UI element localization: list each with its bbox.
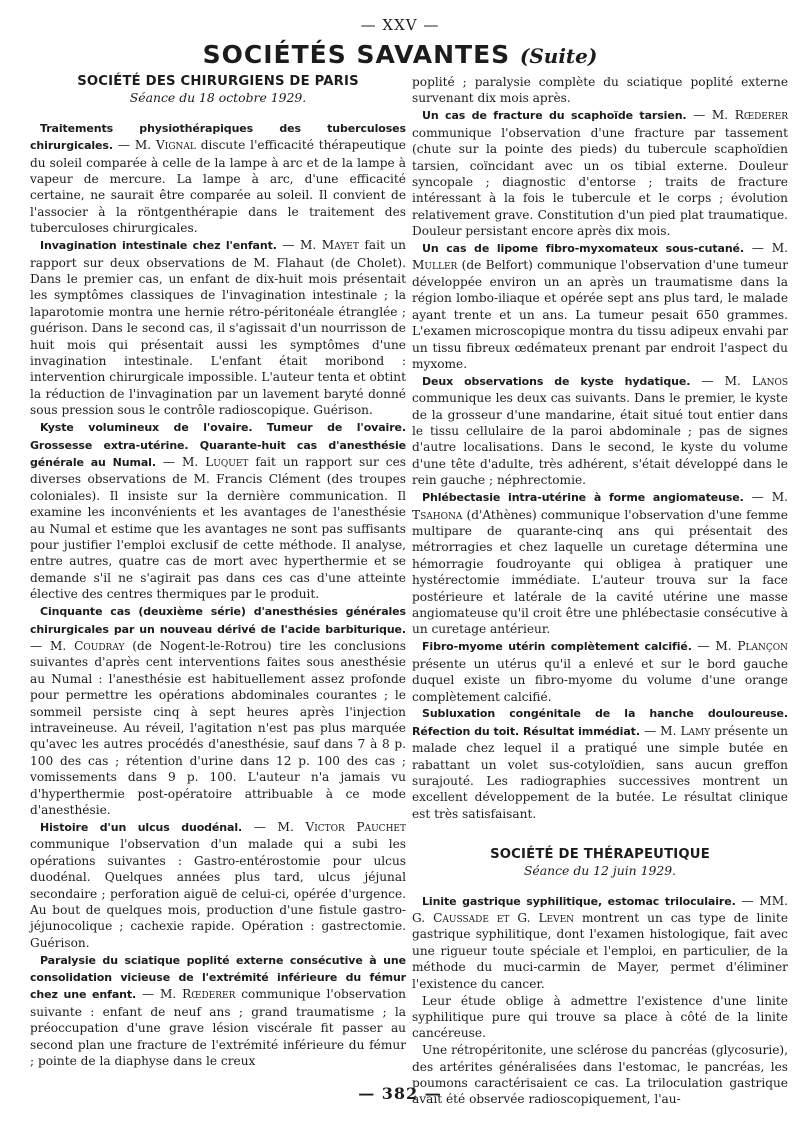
- article-title: Subluxation congénitale de la hanche douloureuse. Réfection du toit. Résultat immédiat.: [412, 707, 788, 738]
- article-continuation: poplité ; paralysie complète du sciatique poplité externe survenant dix mois après.: [412, 75, 788, 106]
- right-column: [412, 74, 788, 1108]
- article-anesthesies: Cinquante cas (deuxième série) d'anesthésies générales chirurgicales par un nouveau dérivé de l'acide barbiturique. — M. Coudray (de Nogent-le-Rotrou) tire les conclusions suivantes d'après cent interventions faites sous anesthésie au Numal : l'anesthésie est habituellement assez profonde pour permettre les opérations abdominales courantes ; le sommeil persiste cinq à sept heures après l'injection intraveineuse. Au réveil, l'agitation n'est pas plus marquée qu'avec les autres procédés d'anesthésie, sauf dans 7 à 8 p. 100 des cas ; rétention d'urine dans 12 p. 100 des cas ; vomissements dans 9 p. 100. L'auteur n'a jamais vu d'hyperthermie post-opératoire attribuable à ce mode d'anesthésie.: [30, 605, 406, 817]
- section-title-therapeutique: SOCIÉTÉ DE THÉRAPEUTIQUE: [490, 846, 710, 862]
- article-author: Rœderer: [182, 987, 236, 1002]
- article-text: communique l'observation d'une fracture par tassement (chute sur la pointe des pieds) du tubercule scaphoïdien tarsien, coïncidant avec un os tibial externe. Douleur syncopale ; diagnostic d'entorse ; traits de fracture intéressant à la fois le tubercule et le corps ; évolution relativement grave. Constitution d'un pied plat traumatique. Douleur persistant encore après dix mois.: [412, 125, 788, 239]
- article-title: Kyste volumineux de l'ovaire. Tumeur de l'ovaire. Grossesse extra-utérine. Quarante-huit cas d'anesthésie générale au Numal.: [30, 421, 406, 469]
- article-author: Mayet: [321, 238, 359, 253]
- article-kyste-hydatique: Deux observations de kyste hydatique. — M. Lanos communique les deux cas suivants. Dans le premier, le kyste de la grosseur d'une mandarine, était situé tout entier dans le tissu cellulaire de la paroi abdominale ; pas de signes d'autre localisations. Dans le second, le kyste du volume d'une tête d'adulte, très adhérent, s'était développé dans le rein gauche ; néphrectomie.: [412, 373, 788, 488]
- article-author: Muller: [412, 258, 458, 273]
- left-column: [30, 74, 406, 1070]
- paragraph-linite-etude: Leur étude oblige à admettre l'existence d'une linite syphilitique pure qui trouve sa place à côté de la linite cancéreuse.: [412, 993, 788, 1041]
- section-title-chirurgiens: SOCIÉTÉ DES CHIRURGIENS DE PARIS: [77, 74, 359, 89]
- article-lipome: Un cas de lipome fibro-myxomateux sous-cutané. — M. Muller (de Belfort) communique l'observation d'une tumeur développée environ un an après un traumatisme dans la région lombo-iliaque et opérée sept ans plus tard, le malade ayant trente et un ans. La tumeur pesait 650 grammes. L'examen microscopique montra du tissu adipeux envahi par un tissu fibreux œdémateux prenant par endroit l'aspect du myxome.: [412, 241, 788, 371]
- article-text: (de Nogent-le-Rotrou) tire les conclusions suivantes d'après cent interventions faites sous anesthésie au Numal : l'anesthésie est habituellement assez profonde pour permettre les opérations abdominales courantes ; le sommeil persiste cinq à sept heures après l'injection intraveineuse. Au réveil, l'agitation n'est pas plus marquée qu'avec les autres procédés d'anesthésie, sauf dans 7 à 8 p. 100 des cas ; rétention d'urine dans 12 p. 100 des cas ; vomissements dans 9 p. 100. L'auteur n'a jamais vu d'hyperthermie post-opératoire attribuable à ce mode d'anesthésie.: [30, 638, 406, 817]
- article-text: (d'Athènes) communique l'observation d'une femme multipare de quarante-cinq ans qui présentait des métrorragies et chez laquelle un curetage détermina une hémorragie foudroyante qui obligea à pratiquer une hystérectomie immédiate. L'auteur trouva sur la face postérieure et latérale de la cavité utérine une masse angiomateuse qu'il croit être une phlébectasie consécutive à un curetage antérieur.: [412, 507, 788, 637]
- article-author: Luquet: [205, 454, 249, 469]
- article-invagination: Invagination intestinale chez l'enfant. — M. Mayet fait un rapport sur deux observations de M. Flahaut (de Cholet). Dans le premier cas, un enfant de dix-huit mois présentait les symptômes classiques de l'invagination intestinale ; la laparotomie montra une hernie rétro-péritonéale étranglée ; guérison. Dans le second cas, il s'agissait d'un nourrisson de huit mois qui présentait aussi les symptômes d'une invagination intestinale. L'enfant était moribond : intervention chirurgicale impossible. L'auteur tenta et obtint la réduction de l'invagination par un lavement baryté donné sous pression sous le contrôle radioscopique. Guérison.: [30, 238, 406, 418]
- article-physiotherapie: Traitements physiothérapiques des tuberculoses chirurgicales. — M. Vignal discute l'efficacité thérapeutique du soleil comparée à celle de la lampe à arc et de la lampe à vapeur de mercure. La lampe à arc, d'une efficacité certaine, ne saurait être comparée au soleil. Il convient de l'associer à la röntgenthérapie dans le traitement des tuberculoses chirurgicales.: [30, 121, 406, 236]
- article-title: Traitements physiothérapiques des tuberculoses chirurgicales.: [30, 121, 406, 153]
- article-text: communique l'observation suivante : enfant de neuf ans ; grand traumatisme ; la préoccupation d'une grave lésion viscérale fit passer au second plan une fracture de l'extrémité inférieure du fémur ; pointe de la diaphyse dans le creux: [30, 987, 406, 1069]
- article-author: Vignal: [156, 138, 196, 153]
- session-date-chirurgiens: Séance du 18 octobre 1929.: [129, 90, 307, 106]
- article-author: Plançon: [737, 639, 789, 654]
- article-linite-gastrique: Linite gastrique syphilitique, estomac triloculaire. — MM. G. Caussade et G. Leven montrent un cas type de linite gastrique syphilitique, dont l'examen histologique, fait avec une rigueur toute spéciale et l'emploi, en particulier, de la méthode du muci-carmin de Mayer, permet d'éliminer l'existence du cancer.: [412, 893, 789, 991]
- article-text: fait un rapport sur deux observations de M. Flahaut (de Cholet). Dans le premier cas, un enfant de dix-huit mois présentait les symptômes classiques de l'invagination intestinale ; la laparotomie montra une hernie rétro-péritonéale étranglée ; guérison. Dans le second cas, il s'agissait d'un nourrisson de huit mois qui présentait aussi les symptômes d'une invagination intestinale. L'enfant était moribond : intervention chirurgicale impossible. L'auteur tenta et obtint la réduction de l'invagination par un lavement baryté donné sous pression sous le contrôle radioscopique. Guérison.: [30, 238, 406, 418]
- article-title: Linite gastrique syphilitique, estomac triloculaire.: [422, 894, 736, 908]
- article-text: (de Belfort) communique l'observation d'une tumeur développée environ un an après un traumatisme dans la région lombo-iliaque et opérée sept ans plus tard, le malade ayant trente et un ans. La tumeur pesait 650 grammes. L'examen microscopique montra du tissu adipeux envahi par un tissu fibreux œdémateux prenant par endroit l'aspect du myxome.: [412, 258, 788, 371]
- page-title-text: SOCIÉTÉS SAVANTES: [202, 40, 511, 69]
- article-title: Invagination intestinale chez l'enfant.: [40, 239, 277, 253]
- article-title: Paralysie du sciatique poplité externe consécutive à une consolidation vicieuse de l'extrémité inférieure du fémur chez une enfant.: [30, 953, 406, 1002]
- article-paralysie-sciatique: Paralysie du sciatique poplité externe consécutive à une consolidation vicieuse de l'extrémité inférieure du fémur chez une enfant. — M. Rœderer communique l'observation suivante : enfant de neuf ans ; grand traumatisme ; la préoccupation d'une grave lésion viscérale fit passer au second plan une fracture de l'extrémité inférieure du fémur ; pointe de la diaphyse dans le creux: [30, 953, 406, 1069]
- page-number: — 382 —: [358, 1084, 442, 1103]
- article-text: montrent un cas type de linite gastrique syphilitique, dont l'examen histologique, fait avec une rigueur toute spéciale et l'emploi, en particulier, de la méthode du muci-carmin de Mayer, permet d'éliminer l'existence du cancer.: [412, 911, 789, 991]
- section-spacer: [412, 823, 788, 847]
- article-title: Fibro-myome utérin complètement calcifié.: [422, 640, 692, 654]
- article-ulcus-duodenal: Histoire d'un ulcus duodénal. — M. Victor Pauchet communique l'observation d'un malade qui a subi les opérations suivantes : Gastro-entérostomie pour ulcus duodénal. Quelques années plus tard, ulcus jéjunal secondaire ; perforation aiguë de celui-ci, opérée d'urgence. Au bout de quelques mois, production d'une fistule gastro-jéjunocolique ; cachexie rapide. Opération : gastrectomie. Guérison.: [30, 819, 406, 950]
- article-text: communique l'observation d'un malade qui a subi les opérations suivantes : Gastro-entérostomie pour ulcus duodénal. Quelques années plus tard, ulcus jéjunal secondaire ; perforation aiguë de celui-ci, opérée d'urgence. Au bout de quelques mois, production d'une fistule gastro-jéjunocolique ; cachexie rapide. Opération : gastrectomie. Guérison.: [30, 837, 406, 950]
- article-subluxation-hanche: Subluxation congénitale de la hanche douloureuse. Réfection du toit. Résultat immédiat. — M. Lamy présente un malade chez lequel il a pratiqué une simple butée en rabattant un volet sus-cotyloïdien, sans aucun greffon surajouté. Les radiographies successives montrent un excellent développement de la butée. Le résultat clinique est très satisfaisant.: [412, 707, 788, 821]
- article-kyste-ovaire: Kyste volumineux de l'ovaire. Tumeur de l'ovaire. Grossesse extra-utérine. Quarante-huit cas d'anesthésie générale au Numal. — M. Luquet fait un rapport sur ces diverses observations de M. Francis Clément (des troupes coloniales). Il insiste sur la dernière communication. Il examine les inconvénients et les avantages de l'anesthésie au Numal et estime que les avantages ne sont pas suffisants pour justifier l'emploi exclusif de cette méthode. Il analyse, entre autres, quatre cas de mort avec hyperthermie et se demande s'il ne s'agirait pas dans ces cas d'une atteinte élective des centres thermiques par le produit.: [30, 421, 407, 602]
- page-title: [0, 40, 800, 69]
- article-scaphoide: Un cas de fracture du scaphoïde tarsien. — M. Rœderer communique l'observation d'une fracture par tassement (chute sur la pointe des pieds) du tubercule scaphoïdien tarsien, coïncidant avec un os tibial externe. Douleur syncopale ; diagnostic d'entorse ; traits de fracture intéressant à la fois le tubercule et le corps ; évolution relativement grave. Constitution d'un pied plat traumatique. Douleur persistant encore après dix mois.: [412, 108, 788, 239]
- article-author: Tsahona: [412, 507, 463, 522]
- session-date-therapeutique: Séance du 12 juin 1929.: [523, 863, 677, 879]
- article-title: Histoire d'un ulcus duodénal.: [40, 820, 243, 834]
- article-text: discute l'efficacité thérapeutique du soleil comparée à celle de la lampe à arc et de la lampe à vapeur de mercure. La lampe à arc, d'une efficacité certaine, ne saurait être comparée au soleil. Il convient de l'associer à la röntgenthérapie dans le traitement des tuberculoses chirurgicales.: [30, 138, 406, 236]
- article-author: Lamy: [680, 723, 711, 738]
- article-text: fait un rapport sur ces diverses observations de M. Francis Clément (des troupes coloniales). Il insiste sur la dernière communication. Il examine les inconvénients et les avantages de l'anesthésie au Numal et estime que les avantages ne sont pas suffisants pour justifier l'emploi exclusif de cette méthode. Il analyse, entre autres, quatre cas de mort avec hyperthermie et se demande s'il ne s'agirait pas dans ces cas d'une atteinte élective des centres thermiques par le produit.: [30, 454, 407, 602]
- article-phlebectasie: Phlébectasie intra-utérine à forme angiomateuse. — M. Tsahona (d'Athènes) communique l'observation d'une femme multipare de quarante-cinq ans qui présentait des métrorragies et chez laquelle un curetage détermina une hémorragie foudroyante qui obligea à pratiquer une hystérectomie immédiate. L'auteur trouva sur la face postérieure et latérale de la cavité utérine une masse angiomateuse qu'il croit être une phlébectasie consécutive à un curetage antérieur.: [412, 490, 788, 637]
- page-title-suite: (Suite): [519, 44, 598, 68]
- article-fibromyome: Fibro-myome utérin complètement calcifié. — M. Plançon présente un utérus qu'il a enlevé et sur le bord gauche duquel existe un fibro-myome du volume d'une orange complètement calcifié.: [412, 639, 789, 704]
- paragraph-retroperitonite: Une rétropéritonite, une sclérose du pancréas (glycosurie), des artérites généralisées dans l'estomac, le pancréas, les poumons caractérisaient ce cas. La triloculation gastrique avait été observée radioscopiquement, l'au-: [412, 1043, 788, 1107]
- article-author: Rœderer: [734, 108, 788, 123]
- article-author: Coudray: [74, 638, 125, 653]
- article-title: Deux observations de kyste hydatique.: [422, 374, 691, 388]
- article-title: Un cas de fracture du scaphoïde tarsien.: [422, 109, 687, 123]
- article-text: présente un malade chez lequel il a pratiqué une simple butée en rabattant un volet sus-cotyloïdien, sans aucun greffon surajouté. Les radiographies successives montrent un excellent développement de la butée. Le résultat clinique est très satisfaisant.: [412, 723, 788, 821]
- article-author: Victor Pauchet: [305, 819, 406, 834]
- article-title: Un cas de lipome fibro-myxomateux sous-cutané.: [422, 242, 744, 256]
- article-author: G. Caussade et G. Leven: [412, 911, 575, 925]
- article-text: présente un utérus qu'il a enlevé et sur le bord gauche duquel existe un fibro-myome du volume d'une orange complètement calcifié.: [412, 656, 788, 704]
- article-text: communique les deux cas suivants. Dans le premier, le kyste de la grosseur d'une mandarine, était situé tout entier dans le tissu cellulaire de la paroi abdominale ; pas de signes d'autre localisations. Dans le second, le kyste du volume d'une tête d'adulte, très adhérent, s'était développé dans le rein gauche ; néphrectomie.: [412, 391, 788, 488]
- article-author: Lanos: [752, 373, 788, 388]
- roman-page-number: — XXV —: [360, 16, 440, 34]
- article-title: Cinquante cas (deuxième série) d'anesthésies générales chirurgicales par un nouveau dérivé de l'acide barbiturique.: [30, 605, 406, 636]
- article-title: Phlébectasie intra-utérine à forme angiomateuse.: [422, 491, 744, 505]
